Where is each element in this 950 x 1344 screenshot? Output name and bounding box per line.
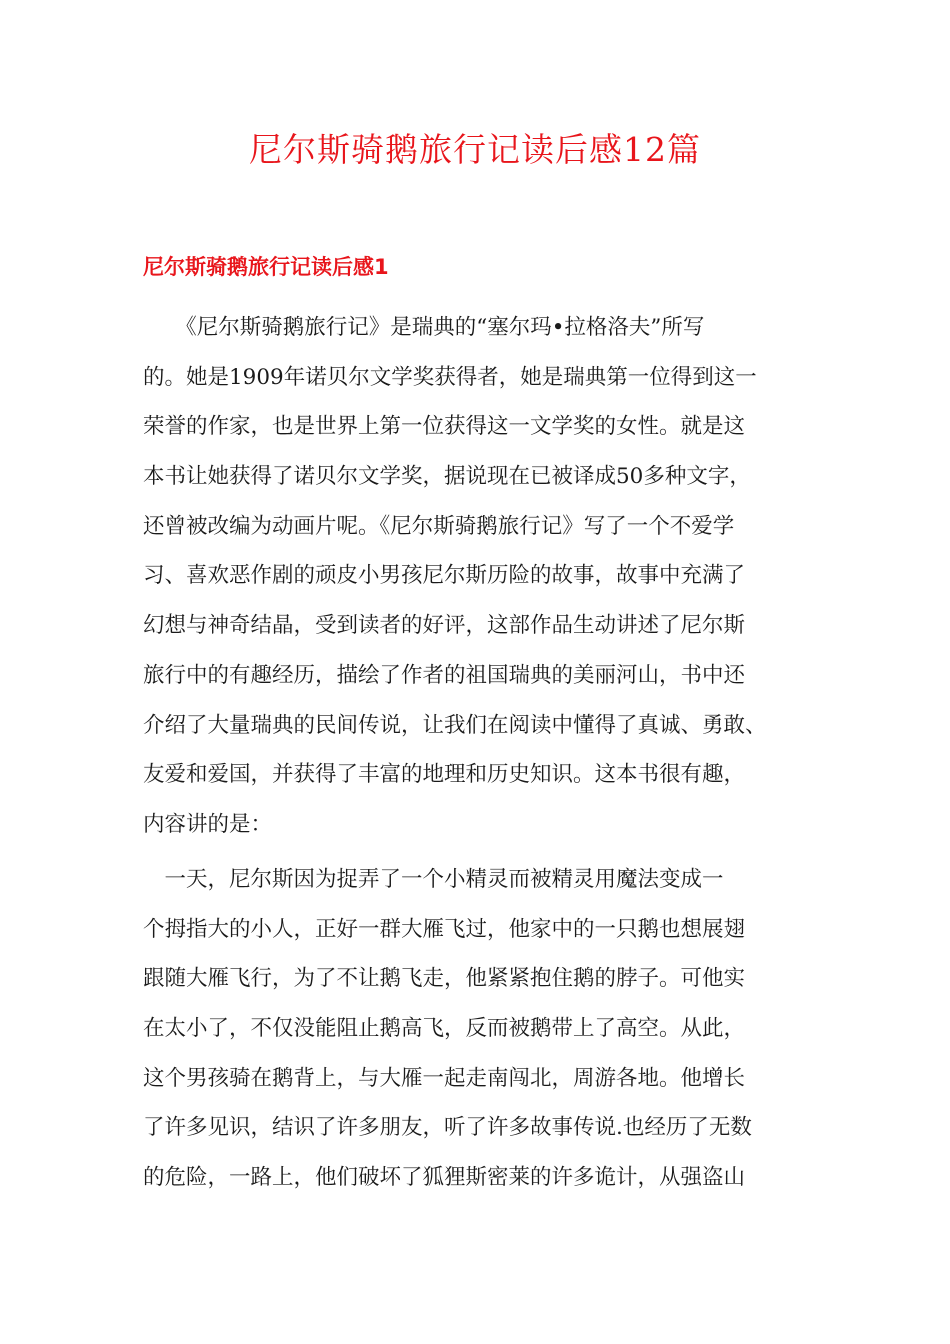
- paragraph-line: 幻想与神奇结晶，受到读者的好评，这部作品生动讲述了尼尔斯: [143, 613, 746, 639]
- paragraph-line: 《尼尔斯骑鹅旅行记》是瑞典的“塞尔玛•拉格洛夫”所写: [143, 315, 705, 340]
- paragraph-line: 的。她是1909年诺贝尔文学奖获得者，她是瑞典第一位得到这一: [143, 364, 757, 390]
- section-heading: 尼尔斯骑鹅旅行记读后感1: [143, 255, 389, 279]
- paragraph-2: [143, 855, 823, 1203]
- document-title: 尼尔斯骑鹅旅行记读后感12篇: [249, 130, 701, 169]
- paragraph-line: 的危险，一路上，他们破坏了狐狸斯密莱的许多诡计，从强盗山: [143, 1165, 746, 1191]
- paragraph-1: [143, 303, 823, 850]
- paragraph-line: 在太小了，不仅没能阻止鹅高飞，反而被鹅带上了高空。从此，: [143, 1016, 746, 1042]
- paragraph-line: 个拇指大的小人，正好一群大雁飞过，他家中的一只鹅也想展翅: [143, 916, 746, 942]
- paragraph-line: 跟随大雁飞行，为了不让鹅飞走，他紧紧抱住鹅的脖子。可他实: [143, 966, 746, 992]
- paragraph-line: 旅行中的有趣经历，描绘了作者的祖国瑞典的美丽河山，书中还: [143, 662, 746, 688]
- paragraph-line: 了许多见识，结识了许多朋友，听了许多故事传说.也经历了无数: [143, 1115, 752, 1141]
- paragraph-line: 这个男孩骑在鹅背上，与大雁一起走南闯北，周游各地。他增长: [143, 1065, 746, 1091]
- paragraph-line: 介绍了大量瑞典的民间传说，让我们在阅读中懂得了真诚、勇敢、: [143, 712, 767, 738]
- paragraph-line: 一天，尼尔斯因为捉弄了一个小精灵而被精灵用魔法变成一: [143, 867, 724, 892]
- paragraph-line: 友爱和爱国，并获得了丰富的地理和历史知识。这本书很有趣，: [143, 762, 746, 788]
- paragraph-line: 内容讲的是：: [143, 811, 273, 837]
- paragraph-line: 荣誉的作家，也是世界上第一位获得这一文学奖的女性。就是这: [143, 414, 746, 440]
- paragraph-line: 还曾被改编为动画片呢。《尼尔斯骑鹅旅行记》写了一个不爱学: [143, 513, 735, 539]
- paragraph-line: 习、喜欢恶作剧的顽皮小男孩尼尔斯历险的故事，故事中充满了: [143, 563, 746, 589]
- paragraph-line: 本书让她获得了诺贝尔文学奖，据说现在已被译成50多种文字，: [143, 464, 751, 490]
